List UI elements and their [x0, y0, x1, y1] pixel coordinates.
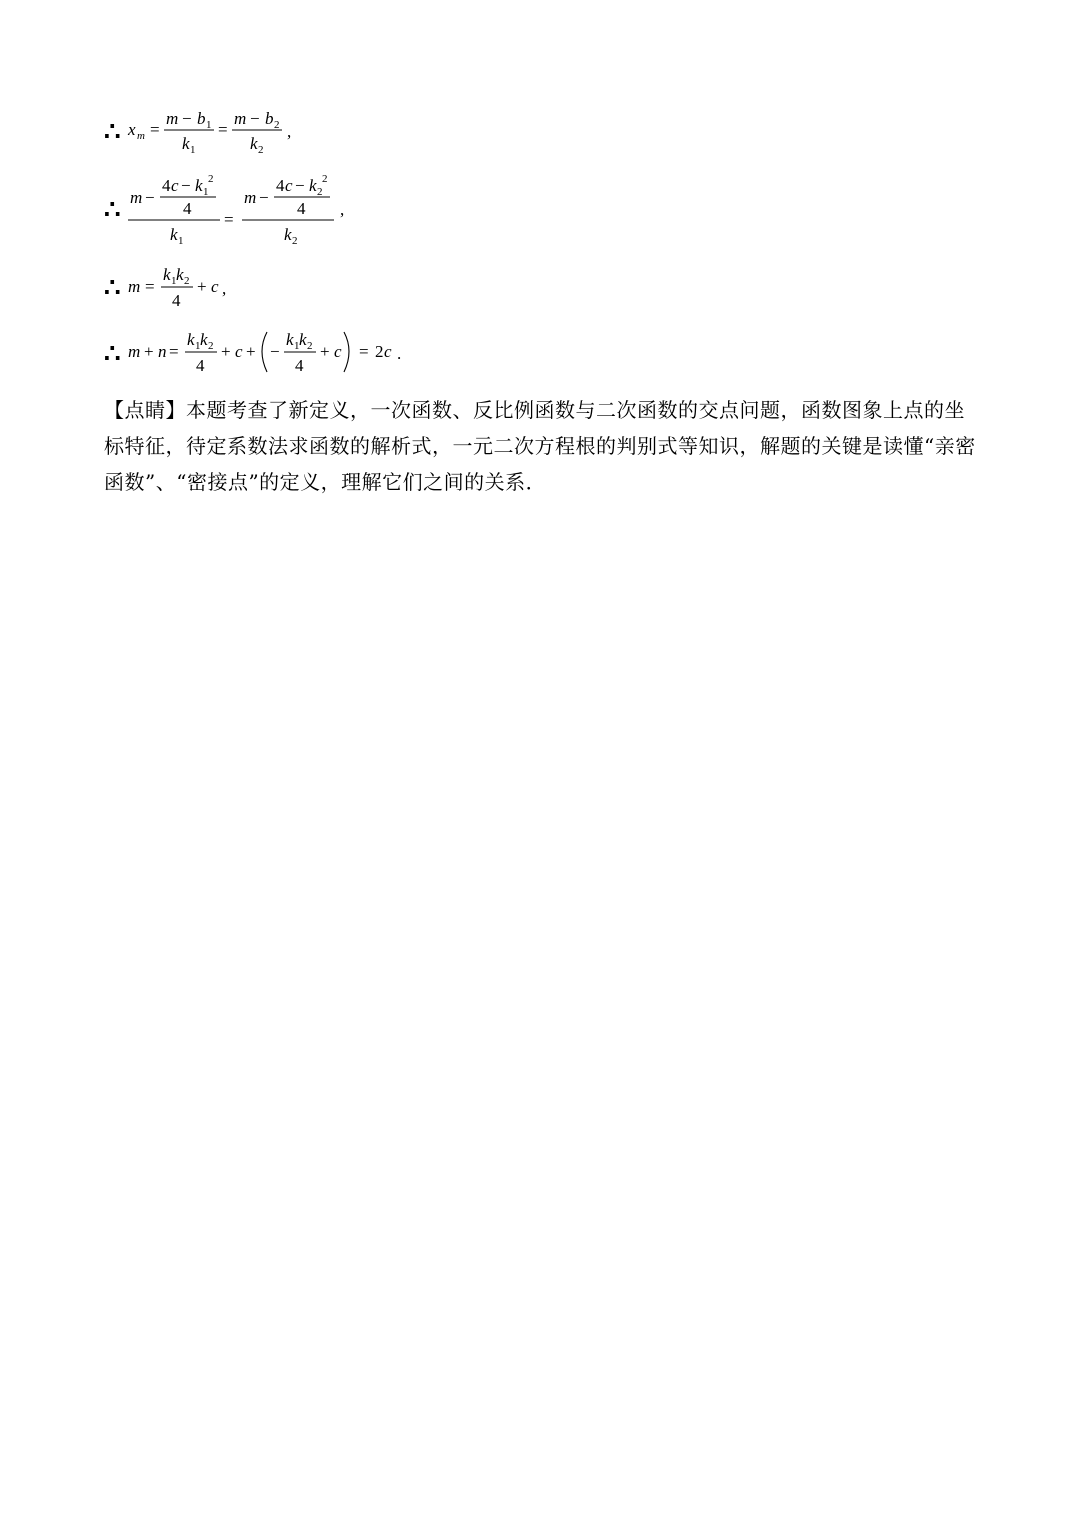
svg-text:−: − [181, 176, 191, 195]
therefore-symbol: ∴ [104, 117, 121, 146]
therefore-symbol: ∴ [104, 339, 121, 368]
svg-text:m: m [137, 130, 145, 142]
svg-text:2: 2 [375, 342, 384, 361]
svg-text:1: 1 [190, 144, 196, 156]
svg-text:4: 4 [276, 176, 285, 195]
svg-text:2: 2 [184, 275, 190, 287]
svg-text:−: − [145, 188, 155, 207]
svg-text:+: + [320, 342, 330, 361]
svg-text:2: 2 [292, 235, 298, 247]
svg-text:−: − [295, 176, 305, 195]
svg-text:1: 1 [203, 186, 209, 198]
svg-text:k: k [309, 176, 317, 195]
svg-text:4: 4 [196, 356, 205, 375]
svg-text:k: k [284, 225, 292, 244]
svg-text:−: − [259, 188, 269, 207]
svg-text:m: m [166, 109, 179, 128]
svg-text:k: k [170, 225, 178, 244]
svg-text:=: = [145, 277, 155, 296]
equation-2 [104, 170, 364, 250]
equation-3-formula [104, 262, 264, 318]
equation-3 [104, 262, 264, 318]
svg-text:2: 2 [317, 186, 323, 198]
svg-text:2: 2 [322, 173, 328, 185]
svg-text:m: m [128, 342, 141, 361]
svg-text:2: 2 [208, 173, 214, 185]
equation-1 [104, 100, 324, 160]
svg-text:=: = [218, 120, 228, 139]
svg-text:4: 4 [183, 199, 192, 218]
svg-text:+: + [246, 342, 256, 361]
svg-text:b: b [197, 109, 206, 128]
therefore-symbol: ∴ [104, 273, 121, 302]
svg-text:4: 4 [172, 291, 181, 310]
svg-text:m: m [244, 188, 257, 207]
comment-paragraph [104, 392, 984, 500]
svg-text:k: k [286, 330, 294, 349]
comment-tag: 【点睛】 [104, 398, 186, 422]
svg-text:k: k [187, 330, 195, 349]
svg-text:c: c [211, 277, 219, 296]
svg-text:k: k [200, 330, 208, 349]
svg-text:−: − [182, 109, 192, 128]
svg-text:=: = [150, 120, 160, 139]
svg-text:4: 4 [297, 199, 306, 218]
svg-text:,: , [340, 200, 345, 219]
svg-text:x: x [128, 120, 136, 139]
svg-text:c: c [285, 176, 293, 195]
svg-text:=: = [169, 342, 179, 361]
svg-text:=: = [224, 210, 234, 229]
svg-text:b: b [265, 109, 274, 128]
svg-text:c: c [171, 176, 179, 195]
svg-text:2: 2 [274, 119, 280, 131]
svg-text:.: . [397, 344, 402, 363]
svg-text:m: m [234, 109, 247, 128]
svg-text:1: 1 [178, 235, 184, 247]
svg-text:m: m [128, 277, 141, 296]
svg-text:k: k [195, 176, 203, 195]
svg-text:+: + [221, 342, 231, 361]
svg-text:1: 1 [195, 340, 201, 352]
svg-text:2: 2 [208, 340, 214, 352]
equation-1-formula [104, 100, 324, 160]
svg-text:2: 2 [307, 340, 313, 352]
svg-text:1: 1 [294, 340, 300, 352]
svg-text:n: n [158, 342, 167, 361]
comment-text: 本题考查了新定义，一次函数、反比例函数与二次函数的交点问题，函数图象上点的坐标特征，待定系数法求函数的解析式，一元二次方程根的判别式等知识，解题的关键是读懂“亲密函数”、“密接点”的定义，理解它们之间的关系． [104, 398, 976, 494]
svg-text:c: c [384, 342, 392, 361]
svg-text:,: , [222, 279, 227, 298]
equation-4 [104, 326, 424, 382]
therefore-symbol: ∴ [104, 195, 121, 224]
equation-2-formula [104, 170, 364, 250]
svg-text:c: c [334, 342, 342, 361]
svg-text:k: k [182, 134, 190, 153]
svg-text:1: 1 [206, 119, 212, 131]
svg-text:m: m [130, 188, 143, 207]
svg-text:k: k [176, 265, 184, 284]
svg-text:c: c [235, 342, 243, 361]
svg-text:4: 4 [162, 176, 171, 195]
svg-text:=: = [359, 342, 369, 361]
svg-text:k: k [299, 330, 307, 349]
svg-text:−: − [270, 342, 280, 361]
svg-text:+: + [144, 342, 154, 361]
equation-4-formula [104, 326, 424, 382]
svg-text:1: 1 [171, 275, 177, 287]
svg-text:+: + [197, 277, 207, 296]
svg-text:,: , [287, 122, 292, 141]
svg-text:k: k [163, 265, 171, 284]
svg-text:2: 2 [258, 144, 264, 156]
svg-text:4: 4 [295, 356, 304, 375]
svg-text:k: k [250, 134, 258, 153]
svg-text:−: − [250, 109, 260, 128]
